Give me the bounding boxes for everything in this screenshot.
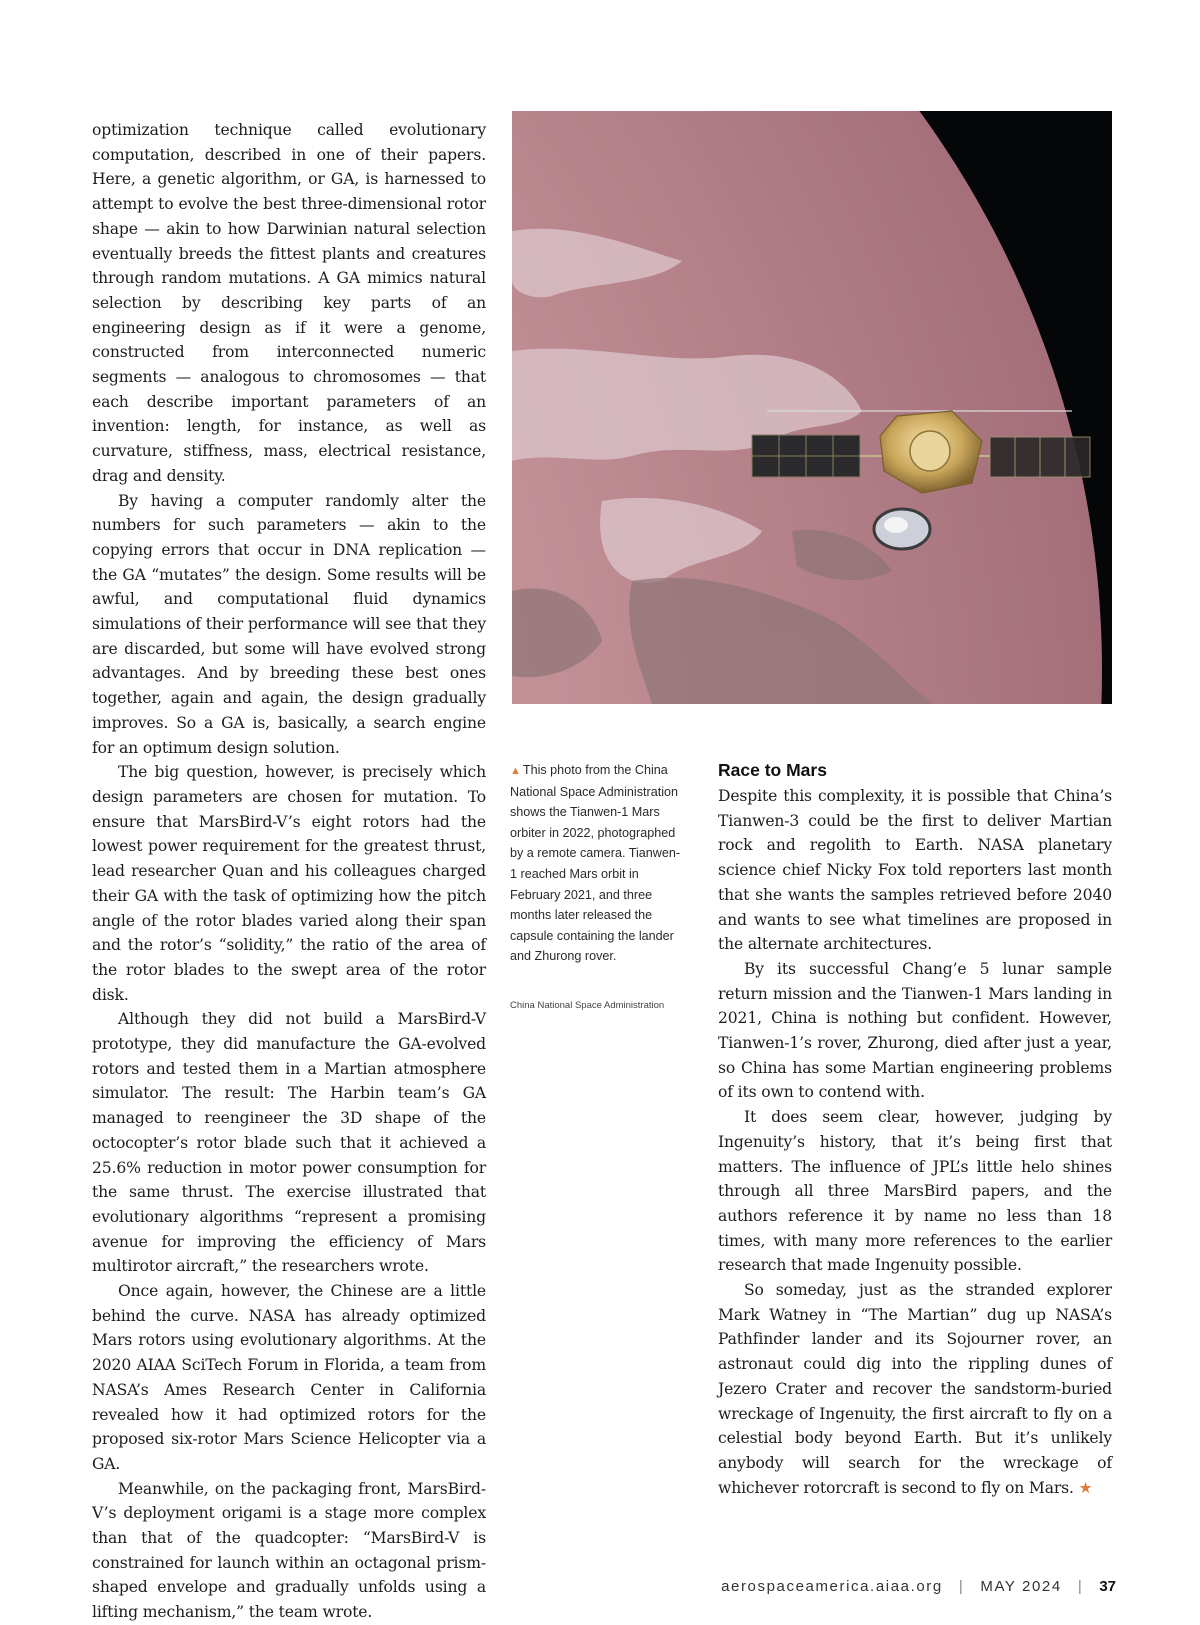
footer-site-url[interactable]: aerospaceamerica.aiaa.org (721, 1578, 943, 1595)
mars-orbiter-photo (512, 111, 1112, 704)
body-paragraph: The big question, however, is precisely which design parameters are chosen for mutation. To ensure that MarsBird-V’s eight rotors had the lowest power requirement for the greatest thrust, lead researcher Quan and his colleagues charged their GA with the task of optimizing how the pitch angle of the rotor blades varied along their span and the rotor’s “solidity,” the ratio of the area of the rotor blades to the swept area of the rotor disk. (92, 763, 486, 1004)
body-paragraph-final (718, 1278, 1112, 1500)
left-column (92, 118, 486, 1625)
final-paragraph-text: So someday, just as the stranded explorer Mark Watney in “The Martian” dug up NASA’s Pathfinder lander and its Sojourner rover, an astronaut could dig into the rippling dunes of Jezero Crater and recover the sandstorm-buried wreckage of Ingenuity, the first aircraft to fly on a celestial body beyond Earth. But it’s unlikely anybody will search for the wreckage of whichever rotorcraft is second to fly on Mars. (718, 1281, 1112, 1497)
body-paragraph: It does seem clear, however, judging by Ingenuity’s history, that it’s being first that matters. The influence of JPL’s little helo shines through all three MarsBird papers, and the authors reference it by name no less than 18 times, with many more references to the earlier research that made Ingenuity possible. (718, 1108, 1112, 1275)
page-footer (721, 1578, 1116, 1595)
right-column (718, 758, 1112, 1500)
footer-separator: | (1077, 1578, 1084, 1595)
caption-text: This photo from the China National Space Administration shows the Tianwen-1 Mars orbiter in 2022, photographed by a remote camera. Tianwen-1 reached Mars orbit in February 2021, and three months later released the capsule containing the lander and Zhurong rover. (510, 763, 681, 964)
body-paragraph: optimization technique called evolutionary computation, described in one of their papers. Here, a genetic algorithm, or GA, is harnessed to attempt to evolve the best three-dimensional rotor shape — akin to how Darwinian natural selection eventually breeds the fittest plants and creatures through random mutations. A GA mimics natural selection by describing key parts of an engineering design as if it were a genome, constructed from interconnected numeric segments — analogous to chromosomes — that each describe important parameters of an invention: length, for instance, as well as curvature, stiffness, mass, electrical resistance, drag and density. (92, 121, 486, 485)
body-paragraph: By having a computer randomly alter the numbers for such parameters — akin to the copying errors that occur in DNA replication — the GA “mutates” the design. Some results will be awful, and computational fluid dynamics simulations of their performance will see that they are discarded, but some will have evolved strong advantages. And by breeding these best ones together, again and again, the design gradually improves. So a GA is, basically, a search engine for an optimum design solution. (92, 491, 486, 757)
photo-credit: China National Space Administration (510, 1000, 665, 1011)
caption-marker-icon: ▲ (510, 765, 521, 777)
body-paragraph: By its successful Chang’e 5 lunar sample return mission and the Tianwen-1 Mars landing in 2021, China is nothing but confident. However, Tianwen-1’s rover, Zhurong, died after just a year, so China has some Martian engineering problems of its own to contend with. (718, 959, 1112, 1102)
body-paragraph: Although they did not build a MarsBird-V prototype, they did manufacture the GA-evolved rotors and tested them in a Martian atmosphere simulator. The result: The Harbin team’s GA managed to reengineer the 3D shape of the octocopter’s rotor blade such that it achieved a 25.6% reduction in motor power consumption for the same thrust. The exercise illustrated that evolutionary algorithms “represent a promising avenue for improving the efficiency of Mars multirotor aircraft,” the researchers wrote. (92, 1010, 486, 1276)
body-paragraph: Despite this complexity, it is possible that China’s Tianwen-3 could be the first to deliver Martian rock and regolith to Earth. NASA planetary science chief Nicky Fox told reporters last month that she wants the samples retrieved before 2040 and wants to see what timelines are proposed in the alternate architectures. (718, 787, 1112, 954)
section-heading: Race to Mars (718, 760, 827, 780)
page-number: 37 (1099, 1578, 1116, 1595)
body-paragraph: Once again, however, the Chinese are a little behind the curve. NASA has already optimized Mars rotors using evolutionary algorithms. At the 2020 AIAA SciTech Forum in Florida, a team from NASA’s Ames Research Center in California revealed how it had optimized rotors for the proposed six-rotor Mars Science Helicopter via a GA. (92, 1282, 486, 1473)
mars-orbiter-image (512, 111, 1112, 704)
footer-issue: MAY 2024 (980, 1578, 1062, 1595)
body-paragraph: Meanwhile, on the packaging front, MarsBird-V’s deployment origami is a stage more complex than that of the quadcopter: “MarsBird-V is constrained for launch within an octagonal prism-shaped envelope and gradually unfolds using a lifting mechanism,” the team wrote. (92, 1479, 486, 1622)
photo-caption (510, 760, 682, 967)
end-star-icon: ★ (1078, 1478, 1093, 1497)
footer-separator: | (958, 1578, 965, 1595)
